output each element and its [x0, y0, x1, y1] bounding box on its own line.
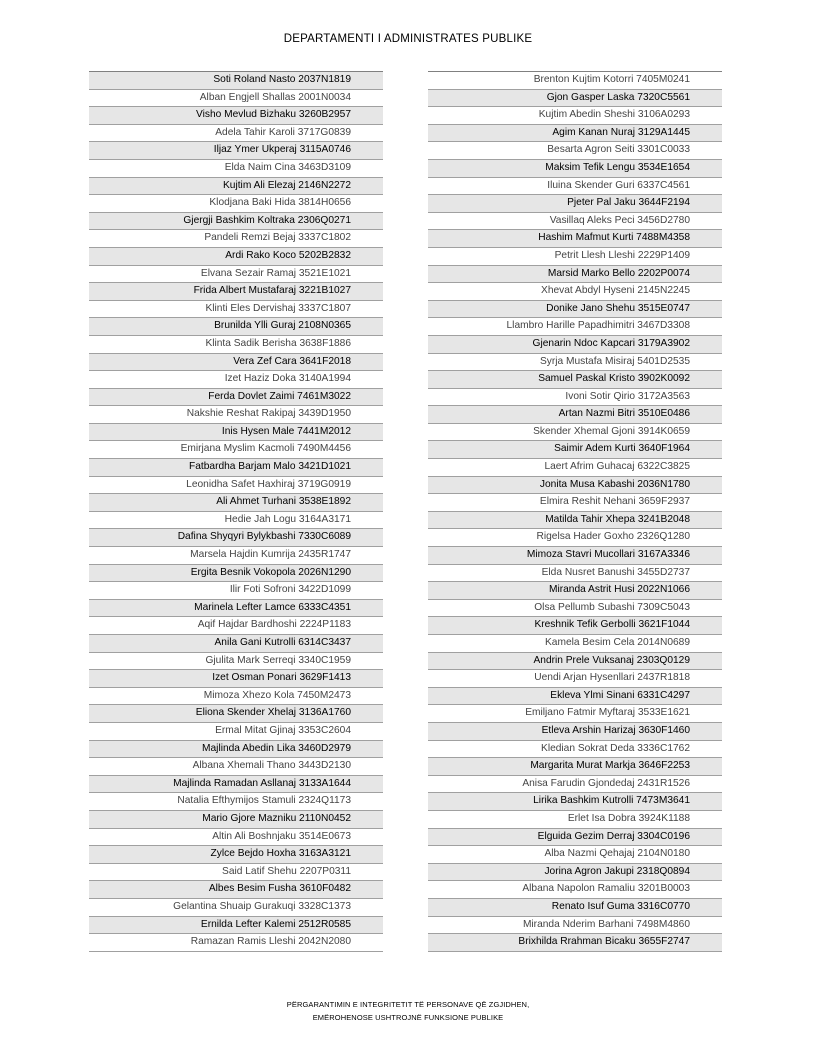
- list-item: Skender Xhemal Gjoni 3914K0659: [428, 424, 722, 442]
- list-item: Pandeli Remzi Bejaj 3337C1802: [89, 230, 383, 248]
- list-item: Jorina Agron Jakupi 2318Q0894: [428, 864, 722, 882]
- list-item: Gelantina Shuaip Gurakuqi 3328C1373: [89, 899, 383, 917]
- list-item: Frida Albert Mustafaraj 3221B1027: [89, 283, 383, 301]
- list-item: Brenton Kujtim Kotorri 7405M0241: [428, 72, 722, 90]
- list-item: Margarita Murat Markja 3646F2253: [428, 758, 722, 776]
- list-item: Klodjana Baki Hida 3814H0656: [89, 195, 383, 213]
- list-item: Kujtim Ali Elezaj 2146N2272: [89, 178, 383, 196]
- list-item: Brixhilda Rrahman Bicaku 3655F2747: [428, 934, 722, 952]
- list-item: Ilir Foti Sofroni 3422D1099: [89, 582, 383, 600]
- list-item: Laert Afrim Guhacaj 6322C3825: [428, 459, 722, 477]
- list-item: Hedie Jah Logu 3164A3171: [89, 512, 383, 530]
- list-item: Vera Zef Cara 3641F2018: [89, 354, 383, 372]
- list-item: Brunilda Ylli Guraj 2108N0365: [89, 318, 383, 336]
- list-item: Mimoza Stavri Mucollari 3167A3346: [428, 547, 722, 565]
- list-item: Gjergji Bashkim Koltraka 2306Q0271: [89, 213, 383, 231]
- list-item: Anila Gani Kutrolli 6314C3437: [89, 635, 383, 653]
- right-name-column: [428, 71, 722, 952]
- list-item: Dafina Shyqyri Bylykbashi 7330C6089: [89, 529, 383, 547]
- list-item: Kujtim Abedin Sheshi 3106A0293: [428, 107, 722, 125]
- list-item: Izet Haziz Doka 3140A1994: [89, 371, 383, 389]
- list-item: Uendi Arjan Hysenllari 2437R1818: [428, 670, 722, 688]
- list-item: Iluina Skender Guri 6337C4561: [428, 178, 722, 196]
- list-item: Kledian Sokrat Deda 3336C1762: [428, 741, 722, 759]
- footer-line-2: EMËROHENOSE USHTROJNË FUNKSIONE PUBLIKE: [312, 1013, 504, 1022]
- list-item: Kreshnik Tefik Gerbolli 3621F1044: [428, 617, 722, 635]
- list-item: Matilda Tahir Xhepa 3241B2048: [428, 512, 722, 530]
- footer-line-1: PËRGARANTIMIN E INTEGRITETIT TË PERSONAVE QË ZGJIDHEN,: [286, 1000, 530, 1009]
- list-item: Syrja Mustafa Misiraj 5401D2535: [428, 354, 722, 372]
- list-item: Ivoni Sotir Qirio 3172A3563: [428, 389, 722, 407]
- list-item: Leonidha Safet Haxhiraj 3719G0919: [89, 477, 383, 495]
- list-item: Elmira Reshit Nehani 3659F2937: [428, 494, 722, 512]
- list-item: Renato Isuf Guma 3316C0770: [428, 899, 722, 917]
- list-item: Aqif Hajdar Bardhoshi 2224P1183: [89, 617, 383, 635]
- list-item: Mario Gjore Mazniku 2110N0452: [89, 811, 383, 829]
- list-item: Mimoza Xhezo Kola 7450M2473: [89, 688, 383, 706]
- list-item: Anisa Farudin Gjondedaj 2431R1526: [428, 776, 722, 794]
- list-item: Pjeter Pal Jaku 3644F2194: [428, 195, 722, 213]
- list-item: Agim Kanan Nuraj 3129A1445: [428, 125, 722, 143]
- list-item: Etleva Arshin Harizaj 3630F1460: [428, 723, 722, 741]
- list-item: Andrin Prele Vuksanaj 2303Q0129: [428, 653, 722, 671]
- list-item: Alba Nazmi Qehajaj 2104N0180: [428, 846, 722, 864]
- list-item: Saimir Adem Kurti 3640F1964: [428, 441, 722, 459]
- list-item: Donike Jano Shehu 3515E0747: [428, 301, 722, 319]
- list-item: Adela Tahir Karoli 3717G0839: [89, 125, 383, 143]
- list-item: Jonita Musa Kabashi 2036N1780: [428, 477, 722, 495]
- list-item: Marsid Marko Bello 2202P0074: [428, 266, 722, 284]
- list-item: Izet Osman Ponari 3629F1413: [89, 670, 383, 688]
- list-item: Hashim Mafmut Kurti 7488M4358: [428, 230, 722, 248]
- page-title: DEPARTAMENTI I ADMINISTRATES PUBLIKE: [283, 33, 533, 45]
- list-item: Gjulita Mark Serreqi 3340C1959: [89, 653, 383, 671]
- list-item: Said Latif Shehu 2207P0311: [89, 864, 383, 882]
- list-item: Majlinda Ramadan Asllanaj 3133A1644: [89, 776, 383, 794]
- list-item: Elda Naim Cina 3463D3109: [89, 160, 383, 178]
- list-item: Petrit Llesh Lleshi 2229P1409: [428, 248, 722, 266]
- list-item: Iljaz Ymer Ukperaj 3115A0746: [89, 142, 383, 160]
- list-item: Kamela Besim Cela 2014N0689: [428, 635, 722, 653]
- list-item: Samuel Paskal Kristo 3902K0092: [428, 371, 722, 389]
- list-item: Alban Engjell Shallas 2001N0034: [89, 90, 383, 108]
- left-name-column: [89, 71, 383, 952]
- list-item: Albana Napolon Ramaliu 3201B0003: [428, 881, 722, 899]
- list-item: Eliona Skender Xhelaj 3136A1760: [89, 705, 383, 723]
- list-item: Llambro Harille Papadhimitri 3467D3308: [428, 318, 722, 336]
- list-item: Olsa Pellumb Subashi 7309C5043: [428, 600, 722, 618]
- list-item: Visho Mevlud Bizhaku 3260B2957: [89, 107, 383, 125]
- list-item: Miranda Astrit Husi 2022N1066: [428, 582, 722, 600]
- list-item: Albes Besim Fusha 3610F0482: [89, 881, 383, 899]
- list-item: Natalia Efthymijos Stamuli 2324Q1173: [89, 793, 383, 811]
- list-item: Marinela Lefter Lamce 6333C4351: [89, 600, 383, 618]
- list-item: Klinta Sadik Berisha 3638F1886: [89, 336, 383, 354]
- list-item: Ardi Rako Koco 5202B2832: [89, 248, 383, 266]
- list-item: Fatbardha Barjam Malo 3421D1021: [89, 459, 383, 477]
- list-item: Marsela Hajdin Kumrija 2435R1747: [89, 547, 383, 565]
- list-item: Gjon Gasper Laska 7320C5561: [428, 90, 722, 108]
- list-item: Emirjana Myslim Kacmoli 7490M4456: [89, 441, 383, 459]
- list-item: Vasillaq Aleks Peci 3456D2780: [428, 213, 722, 231]
- list-item: Miranda Nderim Barhani 7498M4860: [428, 917, 722, 935]
- list-item: Ferda Dovlet Zaimi 7461M3022: [89, 389, 383, 407]
- list-item: Ergita Besnik Vokopola 2026N1290: [89, 565, 383, 583]
- list-item: Nakshie Reshat Rakipaj 3439D1950: [89, 406, 383, 424]
- list-item: Elda Nusret Banushi 3455D2737: [428, 565, 722, 583]
- list-item: Besarta Agron Seiti 3301C0033: [428, 142, 722, 160]
- list-item: Majlinda Abedin Lika 3460D2979: [89, 741, 383, 759]
- list-item: Ali Ahmet Turhani 3538E1892: [89, 494, 383, 512]
- list-item: Inis Hysen Male 7441M2012: [89, 424, 383, 442]
- list-item: Emiljano Fatmir Myftaraj 3533E1621: [428, 705, 722, 723]
- page-footer: [0, 998, 816, 1024]
- list-item: Ernilda Lefter Kalemi 2512R0585: [89, 917, 383, 935]
- list-item: Elguida Gezim Derraj 3304C0196: [428, 829, 722, 847]
- list-item: Ermal Mitat Gjinaj 3353C2604: [89, 723, 383, 741]
- list-item: Altin Ali Boshnjaku 3514E0673: [89, 829, 383, 847]
- list-item: Xhevat Abdyl Hyseni 2145N2245: [428, 283, 722, 301]
- list-item: Zylce Bejdo Hoxha 3163A3121: [89, 846, 383, 864]
- list-item: Ramazan Ramis Lleshi 2042N2080: [89, 934, 383, 952]
- list-item: Ekleva Ylmi Sinani 6331C4297: [428, 688, 722, 706]
- list-item: Maksim Tefik Lengu 3534E1654: [428, 160, 722, 178]
- list-item: Soti Roland Nasto 2037N1819: [89, 72, 383, 90]
- list-item: Albana Xhemali Thano 3443D2130: [89, 758, 383, 776]
- list-item: Rigelsa Hader Goxho 2326Q1280: [428, 529, 722, 547]
- list-item: Artan Nazmi Bitri 3510E0486: [428, 406, 722, 424]
- list-item: Klinti Eles Dervishaj 3337C1807: [89, 301, 383, 319]
- list-item: Elvana Sezair Ramaj 3521E1021: [89, 266, 383, 284]
- list-item: Erlet Isa Dobra 3924K1188: [428, 811, 722, 829]
- list-item: Lirika Bashkim Kutrolli 7473M3641: [428, 793, 722, 811]
- list-item: Gjenarin Ndoc Kapcari 3179A3902: [428, 336, 722, 354]
